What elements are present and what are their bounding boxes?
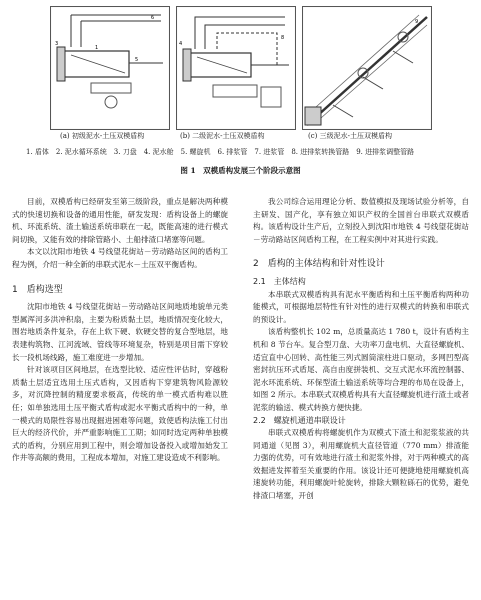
section-heading: 1 盾构选型 — [12, 284, 63, 295]
figure-panel-c — [302, 6, 432, 130]
svg-text:8: 8 — [281, 35, 285, 41]
paragraph: 我公司综合运用理论分析、数值模拟及现场试验分析等，自主研发、国产化，享有独立知识产权的全国首台串联式双模盾构。该盾构设计生产后，立刻投入到沈阳市地铁 4 号线望花街站－劳动路站区间盾构工程，在工程实例中对其进行实践。 — [253, 197, 469, 244]
subcaption-a: (a) 初级泥水-土压双模盾构 — [60, 132, 145, 140]
paragraph: 串联式双模盾构将螺旋机作为双模式下渣土和泥浆浆液的共同通道（见图 3），利用螺旋机大直径管道（770 mm）排渣能力强的优势，可有效地进行渣土和泥浆外排，对于两种模式的高效掘进发挥着至关重要的作用。该设计还可便捷地使用螺旋机高速旋转功能，利用螺旋叶轮旋转，排除大颗粒砾石的优势，避免排渣口堵塞，开创 — [253, 428, 469, 501]
paragraph: 本文以沈阳市地铁 4 号线望花街站－劳动路站区间的盾构工程为例，介绍一种全新的串联式泥水－土压双平衡盾构。 — [12, 247, 228, 269]
subcaption-b: (b) 二级泥水-土压双模盾构 — [180, 132, 265, 140]
tbm-drawing-c — [303, 7, 431, 129]
svg-text:4: 4 — [179, 41, 183, 47]
figure-panel-a — [50, 6, 170, 130]
paragraph: 针对该项目区间地层，在选型比较、适应性评估时，穿越粉质黏土层适宜选用土压式盾构，又因盾构下穿建筑物风险源较多，对沉降控制的精度要求极高，传统的单一模式盾构难以胜任；如单独选用土压平衡式盾构或泥水平衡式盾构中的一种，单一模式的局限性容易出现掘进困难等问题，致使盾构法施工付出巨大的经济代价，并严重影响施工工期；如同时选定两种单独模式的盾构，分别应用到工程中，则会增加设备投入或增加始发工作井等高额的费用，工程成本增加，对施工建设造成不利影响。 — [12, 365, 228, 463]
paragraph: 该盾构整机长 102 m，总质量高达 1 780 t，设计有盾构主机和 8 节台车。复合型刀盘、大功率刀盘电机、大直径螺旋机、适宜直中心回转、高性能三列式圆筒滚柱进口驱动，多网凹型高密封抗压环式盾尾、高自由度拼装机、交互式泥水环流控制器、泥水环流系统、环保型渣土输送系统等均合理的布局在设备上，如图 2 所示。本串联式双模盾构具有大直径螺旋机进行渣土或者泥浆的输送、模式转换方便快捷。 — [253, 327, 469, 412]
svg-text:6: 6 — [151, 15, 155, 21]
paragraph: 本串联式双模盾构具有泥水平衡盾构和土压平衡盾构两种功能模式，可根据地层特性有针对性的进行双模式的转换和串联式的预设计。 — [253, 289, 469, 324]
tbm-drawing-b — [177, 7, 295, 129]
figure-panel-b — [176, 6, 296, 130]
svg-text:9: 9 — [415, 19, 419, 25]
right-column — [253, 196, 469, 503]
svg-text:1: 1 — [95, 45, 99, 51]
left-column — [12, 196, 228, 465]
figure-legend: 1. 盾体 2. 泥水循环系统 3. 刀盘 4. 泥水舱 5. 螺旋机 6. 排浆管 7. 进浆管 8. 进排浆转换管路 9. 进排浆调整管路 — [26, 148, 415, 156]
subcaption-c: (c) 三级泥水-土压双模盾构 — [308, 132, 392, 140]
svg-text:5: 5 — [135, 57, 139, 63]
svg-text:3: 3 — [55, 41, 59, 47]
figure-title: 图 1 双模盾构发展三个阶段示意图 — [180, 166, 301, 175]
subsection-heading: 2.1 主体结构 — [253, 276, 306, 286]
paragraph: 沈阳市地铁 4 号线望花街站－劳动路站区间地质地貌单元类型属浑河多洪冲积扇，主要为粉质黏土层，地质情况变化较大，围岩地质条件复杂，存在上软下硬、软硬交替的复合型地层，地表建构筑物、江河流域、管线等环境复杂，特别是项目需下穿较长一段机场线路，施工难度进一步增加。 — [12, 302, 228, 362]
paragraph: 目前，双模盾构已经研发至第三级阶段，重点是解决两种模式的快速切换和设备的通用性能，研发发现：盾构设备上的螺旋机、环流系统、渣土输送系统串联在一起，既能高速的进行模式间切换，又能有效的排除管路小、土船排渣口堵塞等问题。 — [12, 197, 228, 244]
tbm-drawing-a — [51, 7, 169, 129]
section-heading: 2 盾构的主体结构和针对性设计 — [253, 259, 385, 270]
subsection-heading: 2.2 螺旋机通道串联设计 — [253, 415, 346, 425]
